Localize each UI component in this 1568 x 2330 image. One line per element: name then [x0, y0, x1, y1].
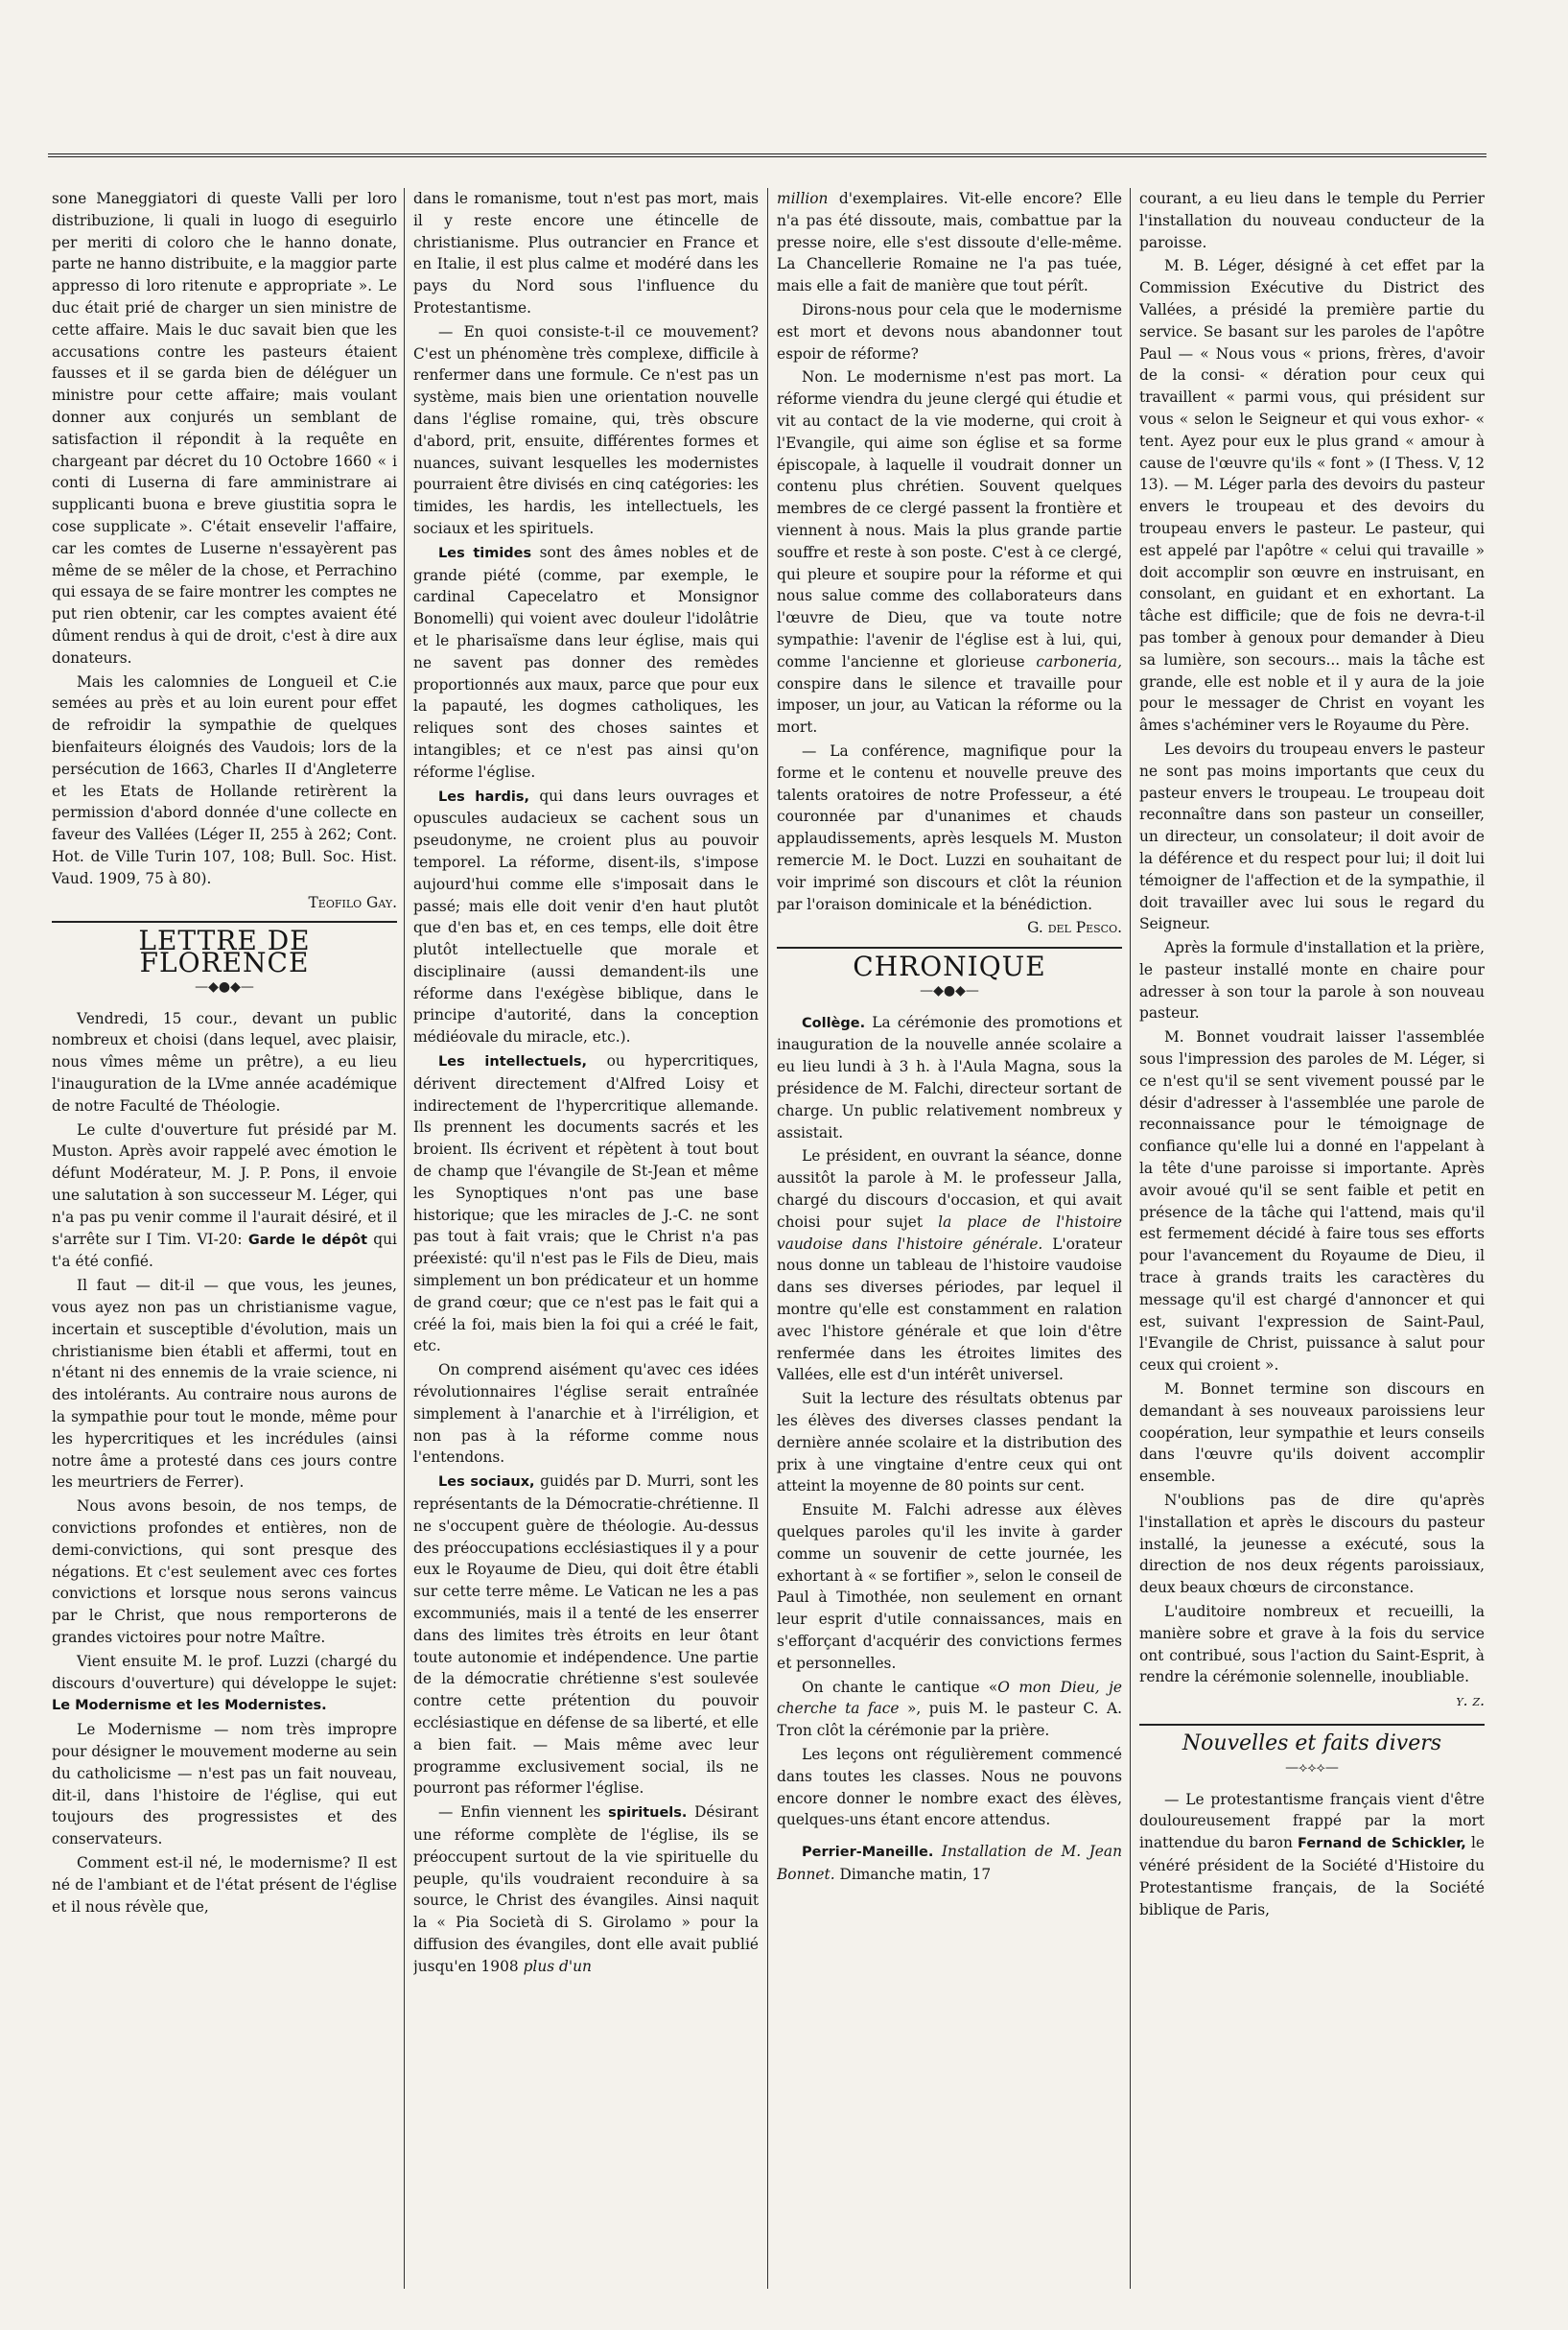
ornament: —⟡⟡⟡— — [1285, 1759, 1339, 1776]
italic-text: carboneria, — [1036, 652, 1122, 671]
paragraph: Nous avons besoin, de nos temps, de convictions profondes et entières, non de demi-convictions, qui sont presque des négations. Et c'est seulement avec ces fortes convictions et lorsque nous serons vaincus par le Christ, que nous remporterons de grandes victoires pour notre Maître. — [52, 1497, 397, 1646]
text: — Le protestantisme français vient d'être douloureusement frappé par la mort inattendue du baron — [1139, 1790, 1485, 1852]
emphasis: Collège. — [802, 1015, 866, 1031]
column-rule — [1130, 188, 1131, 2289]
paragraph — [1139, 1789, 1485, 1921]
paragraph: Après la formule d'installation et la prière, le pasteur installé monte en chaire pour adresser à son tour la parole à son nouveau pasteur. — [1139, 939, 1485, 1023]
paragraph: M. Bonnet voudrait laisser l'assemblée sous l'impression des paroles de M. Léger, si ce n'est qu'il se sent vivement poussé par le désir d'adresser à l'assemblée une parole de reconnaissance pour le témoignage de confiance qu'elle lui a donné en l'appelant à la tête d'une paroisse si importante. Après avoir avoué qu'il se sent faible et petit en présence de la tâche qui l'attend, mais qu'il est fermement décidé à faire tous ses efforts pour l'avancement du Royaume de Dieu, il trace à grands traits les caractères du message qu'il est chargé d'annoncer et qui est, suivant l'expression de Saint-Paul, l'Evangile de Christ, puissance à salut pour ceux qui croient ». — [1139, 1028, 1485, 1375]
ornament: —◆●◆— — [195, 978, 254, 995]
paragraph — [413, 1471, 759, 1800]
italic-text: plus d'un — [523, 1957, 592, 1975]
paragraph: Vendredi, 15 cour., devant un public nombreux et choisi (dans lequel, avec plaisir, nous vîmes même un prêtre), a eu lieu l'inauguration de la LVme année académique de notre Faculté de Théologie. — [52, 1009, 397, 1115]
text: — Enfin viennent les — [438, 1803, 601, 1822]
emphasis: Perrier-Maneille. — [802, 1845, 934, 1861]
text: Désirant une réforme complète de l'église, ils se préoccupent surtout de la vie spirituelle du peuple, qu'ils voudraient reconduire à sa source, le Christ des évangiles. Ainsi naquit la « Pia Società di S. Girolamo » pour la diffusion des évangiles, dont elle avait publié jusqu'en 1908 — [413, 1803, 759, 1975]
text: Dimanche matin, 17 — [839, 1865, 992, 1883]
paragraph: Les devoirs du troupeau envers le pasteur ne sont pas moins importants que ceux du pasteur envers le troupeau. Le troupeau doit reconnaître dans son pasteur un conseiller, un directeur, un consolateur; il doit avoir de la déférence et du respect pour lui; il doit lui témoigner de l'affection et de la sympathie, il doit travailler avec lui sous le regard du Seigneur. — [1139, 740, 1485, 933]
column-4 — [1139, 188, 1485, 1922]
paragraph — [777, 1012, 1122, 1144]
column-1 — [52, 188, 397, 1919]
text: ou hypercritiques, dérivent directement d'Alfred Loisy et indirectement de l'hypercritique allemande. Ils prennent les documents sacrés et les broient. Ils écrivent et répètent à tout bout de champ que l'évangile de St-Jean et même les Synoptiques n'ont pas une base historique; que les miracles de J.-C. ne sont pas tout à fait vrais; que le Christ n'a pas préexisté: qu'il n'est pas le Fils de Dieu, mais simplement un bon prédicateur et un homme de grand cœur; que ce n'est pas le fait qui a créé la foi, mais bien la foi qui a créé le fait, etc. — [413, 1052, 759, 1355]
paragraph: courant, a eu lieu dans le temple du Perrier l'installation du nouveau conducteur de la paroisse. — [1139, 190, 1485, 251]
paragraph — [777, 1145, 1122, 1386]
column-rule — [767, 188, 768, 2289]
paragraph — [777, 366, 1122, 739]
paragraph: Suit la lecture des résultats obtenus par les élèves des diverses classes pendant la dernière année scolaire et la distribution des prix à une vingtaine d'entre ceux qui ont atteint la moyenne de 80 points sur cent. — [777, 1390, 1122, 1495]
paragraph: On comprend aisément qu'avec ces idées révolutionnaires l'église serait entraînée simplement à l'anarchie et à l'irréligion, et non pas à la réforme comme nous l'entendons. — [413, 1361, 759, 1467]
section-heading-nouvelles: Nouvelles et faits divers — [1139, 1724, 1485, 1755]
paragraph: dans le romanisme, tout n'est pas mort, mais il y reste encore une étincelle de christianisme. Plus outrancier en France et en Italie, il est plus calme et modéré dans les pays du Nord sous l'influence du Protestantisme. — [413, 190, 759, 317]
italic-text: Installation de M. Jean Bonnet. — [777, 1843, 1122, 1883]
emphasis: Le Modernisme et les Modernistes. — [52, 1698, 327, 1714]
paragraph — [52, 1651, 397, 1717]
section-heading-lettre-de-florence: LETTRE DE FLORENCE — [52, 921, 397, 975]
italic-text: la place de l'histoire vaudoise dans l'histoire générale. — [777, 1212, 1122, 1253]
paragraph: Mais les calomnies de Longueil et C.ie semées au près et au loin eurent pour effet de refroidir la sympathie de quelques bienfaiteurs éloignés des Vaudois; lors de la persécution de 1663, Charles II d'Angleterre et les Etats de Hollande retirèrent la permission d'abord donnée d'une collecte en faveur des Vallées (Léger II, 255 à 262; Cont. Hot. de Ville Turin 107, 108; Bull. Soc. Hist. Vaud. 1909, 75 à 80). — [52, 672, 397, 887]
text: conspire dans le silence et travaille pour imposer, un jour, au Vatican la réforme ou la mort. — [777, 674, 1122, 737]
signature: y. z. — [1456, 1692, 1485, 1710]
column-rule — [404, 188, 405, 2289]
text: qui t'a été confié. — [52, 1230, 397, 1271]
italic-text: O mon Dieu, je cherche ta face — [777, 1678, 1122, 1718]
top-rule — [48, 153, 1486, 157]
text: Vient ensuite M. le prof. Luzzi (chargé du discours d'ouverture) qui développe le sujet: — [52, 1652, 397, 1692]
italic-text: million — [777, 190, 829, 207]
paragraph: L'auditoire nombreux et recueilli, la manière sobre et grave à la fois du service ont contribué, sous l'action du Saint-Esprit, à rendre la cérémonie solennelle, inoubliable. — [1139, 1603, 1485, 1686]
emphasis: Les intellectuels, — [438, 1054, 588, 1071]
text: le vénéré président de la Société d'Histoire du Protestantisme français, de la Société biblique de Paris, — [1139, 1834, 1485, 1918]
paragraph: Dirons-nous pour cela que le modernisme est mort et devons nous abandonner tout espoir de réforme? — [777, 300, 1122, 363]
signature: Teofilo Gay. — [308, 893, 397, 911]
emphasis: Garde le dépôt — [247, 1232, 368, 1248]
paragraph — [52, 1119, 397, 1274]
paragraph — [413, 1801, 759, 1977]
paragraph — [413, 786, 759, 1049]
emphasis: Les sociaux, — [438, 1474, 535, 1491]
text: qui dans leurs ouvrages et opuscules audacieux se cachent sous un pseudonyme, ne croient plus au pouvoir temporel. La réforme, disent-ils, s'impose aujourd'hui comme elle s'imposait dans le passé; mais elle doit venir d'en haut plutôt que d'en bas et, en ces temps, elle doit être plutôt intellectuelle que morale et disciplinaire (aussi demandent-ils une réforme dans l'exégèse biblique, dans le principe d'autorité, dans la conception médiéovale du miracle, etc.). — [413, 787, 759, 1047]
section-heading-chronique: CHRONIQUE — [777, 947, 1122, 978]
paragraph — [777, 188, 1122, 297]
emphasis: Fernand de Schickler, — [1298, 1836, 1466, 1852]
paragraph: Les leçons ont régulièrement commencé dans toutes les classes. Nous ne pouvons encore donner le nombre exact des élèves, quelques-uns étant encore attendus. — [777, 1745, 1122, 1829]
paragraph: Le Modernisme — nom très impropre pour désigner le mouvement moderne au sein du catholicisme — n'est pas un fait nouveau, dit-il, dans l'histoire de l'église, qui eut toujours des progressistes et des conservateurs. — [52, 1721, 397, 1848]
text: sont des âmes nobles et de grande piété (comme, par exemple, le cardinal Capecelatro et Monsignor Bonomelli) qui voient avec douleur l'idolâtrie et le pharisaïsme dans leur église, mais qui ne savent pas donner des remèdes proportionnés aux maux, parce que pour eux la papauté, les dogmes catholiques, les reliques sont des choses saintes et intangibles; et ce n'est pas ainsi qu'on réforme l'église. — [413, 543, 759, 781]
paragraph: Il faut — dit-il — que vous, les jeunes, vous ayez non pas un christianisme vague, incertain et susceptible d'évolution, mais un christianisme bien établi et affermi, tout en n'étant ni des ennemis de la vraie science, ni des intolérants. Au contraire nous aurons de la sympathie pour tout le monde, même pour les hypercritiques et les incrédules (ainsi notre âme a protesté dans ces jours contre les meurtriers de Ferrer). — [52, 1277, 397, 1492]
column-2 — [413, 188, 759, 1980]
text: guidés par D. Murri, sont les représentants de la Démocratie-chrétienne. Il ne s'occupent guère de théologie. Au-dessus des préoccupations ecclésiastiques il y a pour eux le Royaume de Dieu, qui doit être établi sur cette terre même. Le Vatican ne les a pas excommuniés, mais il a tenté de les enserrer dans des limites très étroits en leur ôtant toute autonomie et indépendence. Une partie de la démocratie chrétienne s'est soulevée contre cette prétention du pouvoir ecclésiastique en défense de sa liberté, et elle a bien fait. — Mais même avec leur programme exclusivement social, ils ne pourront pas réformer l'église. — [413, 1472, 759, 1798]
emphasis: Les timides — [438, 545, 532, 561]
text: Non. Le modernisme n'est pas mort. La réforme viendra du jeune clergé qui étudie et vit au contact de la vie moderne, qui croit à l'Evangile, qui aime son église et sa forme épiscopale, à laquelle il voudrait donner un contenu plus chrétien. Souvent quelques membres de ce clergé passent la frontière et viennent à nous. Mais la plus grande partie souffre et reste à son poste. C'est à ce clergé, qui pleure et soupire pour la réforme et qui nous salue comme des collaborateurs dans l'œuvre de Dieu, que va toute notre sympathie: l'avenir de l'église est à lui, qui, comme l'ancienne et glorieuse — [777, 368, 1122, 671]
paragraph: Ensuite M. Falchi adresse aux élèves quelques paroles qu'il les invite à garder comme un souvenir de cette journée, les exhortant à « se fortifier », selon le conseil de Paul à Timothée, non seulement en ornant leur esprit d'utile connaissances, mais en s'efforçant d'acquérir des convictions fermes et personnelles. — [777, 1501, 1122, 1672]
text: », puis M. le pasteur C. A. Tron clôt la cérémonie par la prière. — [777, 1700, 1122, 1740]
paragraph: N'oublions pas de dire qu'après l'installation et après le discours du pasteur installé, la jeunesse a exécuté, sous la direction de nos deux régents paroissiaux, deux beaux chœurs de circonstance. — [1139, 1492, 1485, 1597]
text: La cérémonie des promotions et inauguration de la nouvelle année scolaire a eu lieu lundi à 3 h. à l'Aula Magna, sous la présidence de M. Falchi, directeur sortant de charge. Un public relativement nombreux y assistait. — [777, 1013, 1122, 1141]
paragraph: — La conférence, magnifique pour la forme et le contenu et nouvelle preuve des talents oratoires de notre Professeur, a été couronnée par d'unanimes et chauds applaudissements, après lesquels M. Muston remercie M. le Doct. Luzzi en souhaitant de voir imprimé son discours et clôt la réunion par l'oraison dominicale et la bénédiction. — [777, 741, 1122, 913]
emphasis: spirituels. — [608, 1805, 688, 1822]
paragraph — [413, 542, 759, 784]
column-3 — [777, 188, 1122, 1888]
text: On chante le cantique « — [802, 1678, 998, 1696]
text: d'exemplaires. Vit-elle encore? Elle n'a pas été dissoute, mais, combattue par la presse noire, elle s'est dissoute d'elle-même. La Chancellerie Romaine ne l'a pas tuée, mais elle a fait de manière que tout pérît. — [777, 190, 1122, 295]
ornament: —◆●◆— — [920, 982, 979, 999]
paragraph: — En quoi consiste-t-il ce mouvement? C'est un phénomène très complexe, difficile à renfermer dans une formule. Ce n'est pas un système, mais bien une orientation nouvelle dans l'église romaine, qui, très obscure d'abord, prit, ensuite, différentes formes et nuances, suivant lesquelles les modernistes pourraient être divisés en cinq catégories: les timides, les hardis, les intellectuels, les sociaux et les spirituels. — [413, 322, 759, 537]
emphasis: Les hardis, — [438, 788, 529, 805]
paragraph — [413, 1050, 759, 1357]
paragraph — [777, 1841, 1122, 1886]
text: Le culte d'ouverture fut présidé par M. Muston. Après avoir rappelé avec émotion le défunt Modérateur, M. J. P. Pons, il envoie une salutation à son successeur M. Léger, qui n'a pas pu venir comme il l'aurait désiré, et il s'arrête sur I Tim. VI-20: — [52, 1120, 397, 1248]
signature: G. del Pesco. — [1027, 919, 1122, 937]
paragraph: sone Maneggiatori di queste Valli per loro distribuzione, li quali in luogo di eseguirlo per meriti di coloro che le hanno donate, parte ne hanno distribuite, e la maggior parte appresso di loro ritenute e appropriate ». Le duc était prié de charger un sien ministre de cette affaire. Mais le duc savait bien que les accusations contre les pasteurs étaient fausses et il se garda bien de déléguer un ministre pour cette affaire; mais voulant donner aux conjurés un semblant de satisfaction il répondit à la requête en chargeant par décret du 10 Octobre 1660 « i conti di Luserna di fare amministrare ai supplicanti buona e breve giustitia sopra le cose supplicate ». C'était ensevelir l'affaire, car les comtes de Luserne n'essayèrent pas même de se mêler de la chose, et Perrachino qui essaya de se faire montrer les comptes ne put rien obtenir, car les comptes avaient été dûment rendus à qui de droit, c'est à dire aux donateurs. — [52, 190, 397, 667]
paragraph: M. Bonnet termine son discours en demandant à ses nouveaux paroissiens leur coopération, leur sympathie et leurs conseils dans l'œuvre qu'ils doivent accomplir ensemble. — [1139, 1380, 1485, 1486]
text: Le président, en ouvrant la séance, donne aussitôt la parole à M. le professeur Jalla, chargé du discours d'occasion, et qui avait choisi pour sujet — [777, 1147, 1122, 1231]
paragraph: Comment est-il né, le modernisme? Il est né de l'ambiant et de l'état présent de l'église et il nous révèle que, — [52, 1853, 397, 1916]
paragraph: M. B. Léger, désigné à cet effet par la Commission Exécutive du District des Vallées, a présidé la première partie du service. Se basant sur les paroles de l'apôtre Paul — « Nous vous « prions, frères, d'avoir de la consi- « dération pour ceux qui travaillent « parmi vous, qui président sur vous « selon le Seigneur et qui vous exhor- « tent. Ayez pour eux le plus grand « amour à cause de l'œuvre qu'ils « font » (I Thess. V, 12 13). — M. Léger parla des devoirs du pasteur envers le troupeau et des devoirs du troupeau envers le pasteur. Le pasteur, qui est appelé par l'apôtre « celui qui travaille » doit accomplir son œuvre en instruisant, en consolant, en guidant et en exhortant. La tâche est difficile; que de fois ne devra-t-il pas tomber à genoux pour demander à Dieu sa lumière, son secours... mais la tâche est grande, elle est noble et il y aura de la joie pour le messager de Christ en voyant les âmes s'achéminer vers le Royaume du Père. — [1139, 257, 1485, 735]
text: L'orateur nous donne un tableau de l'histoire vaudoise dans ses diverses périodes, par lequel il montre qu'elle est constamment en ralation avec l'histore générale et que loin d'être renfermée dans les étroites limites des Vallées, elle est d'un intérêt universel. — [777, 1235, 1122, 1384]
paragraph — [777, 1677, 1122, 1742]
